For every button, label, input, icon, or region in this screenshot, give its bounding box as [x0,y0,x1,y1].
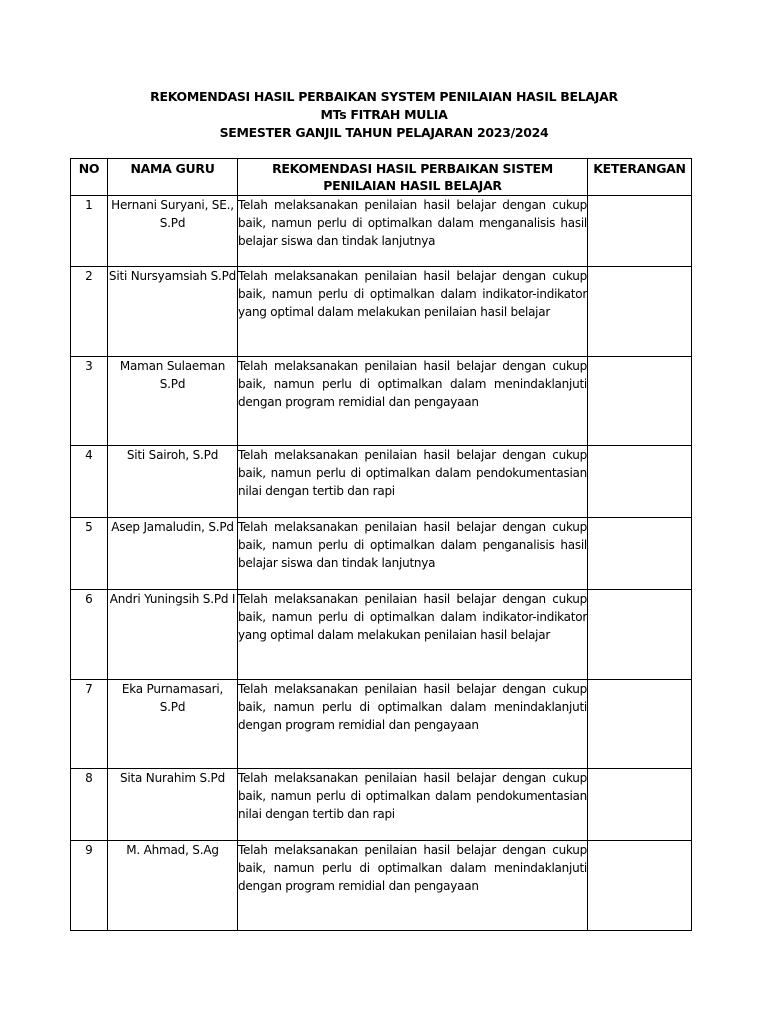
title-line-2: MTs FITRAH MULIA [320,107,448,122]
row-number: 6 [71,590,108,680]
header-recommendation-label: REKOMENDASI HASIL PERBAIKAN SISTEM PENILAIAN HASIL BELAJAR [272,161,553,193]
header-no: NO [71,159,108,196]
row-number: 2 [71,267,108,357]
recommendation-text: Telah melaksanakan penilaian hasil belajar dengan cukup baik, namun perlu di optimalkan dalam pendokumentasian nilai dengan tertib dan rapi [238,446,588,518]
row-number: 1 [71,196,108,267]
table-row [71,357,692,446]
notes-cell [588,267,692,357]
row-number: 3 [71,357,108,446]
teacher-name: Sita Nurahim S.Pd [108,769,238,841]
teacher-name: Maman Sulaeman S.Pd [108,357,238,446]
title-line-1: REKOMENDASI HASIL PERBAIKAN SYSTEM PENILAIAN HASIL BELAJAR [150,89,618,104]
table-header-row [71,159,692,196]
teacher-name: Siti Nursyamsiah S.Pd [108,267,238,357]
notes-cell [588,446,692,518]
notes-cell [588,769,692,841]
notes-cell [588,680,692,769]
notes-cell [588,841,692,931]
notes-cell [588,357,692,446]
document-title [0,88,768,142]
recommendation-text: Telah melaksanakan penilaian hasil belajar dengan cukup baik, namun perlu di optimalkan dalam menganalisis hasil belajar siswa dan tindak lanjutnya [238,196,588,267]
row-number: 4 [71,446,108,518]
table-row [71,590,692,680]
teacher-name: Siti Sairoh, S.Pd [108,446,238,518]
recommendation-table [70,158,692,931]
recommendation-text: Telah melaksanakan penilaian hasil belajar dengan cukup baik, namun perlu di optimalkan dalam menindaklanjuti dengan program remidial dan pengayaan [238,357,588,446]
table-row [71,769,692,841]
row-number: 8 [71,769,108,841]
row-number: 9 [71,841,108,931]
table-row [71,841,692,931]
teacher-name: Hernani Suryani, SE., S.Pd [108,196,238,267]
row-number: 7 [71,680,108,769]
recommendation-text: Telah melaksanakan penilaian hasil belajar dengan cukup baik, namun perlu di optimalkan dalam indikator-indikator yang optimal dalam melakukan penilaian hasil belajar [238,267,588,357]
table-row [71,196,692,267]
teacher-name: Andri Yuningsih S.Pd I [108,590,238,680]
table-row [71,267,692,357]
header-recommendation [238,159,588,196]
row-number: 5 [71,518,108,590]
recommendation-text: Telah melaksanakan penilaian hasil belajar dengan cukup baik, namun perlu di optimalkan dalam pendokumentasian nilai dengan tertib dan rapi [238,769,588,841]
notes-cell [588,518,692,590]
recommendation-text: Telah melaksanakan penilaian hasil belajar dengan cukup baik, namun perlu di optimalkan dalam penganalisis hasil belajar siswa dan tindak lanjutnya [238,518,588,590]
header-notes: KETERANGAN [588,159,692,196]
table-row [71,446,692,518]
recommendation-text: Telah melaksanakan penilaian hasil belajar dengan cukup baik, namun perlu di optimalkan dalam indikator-indikator yang optimal dalam melakukan penilaian hasil belajar [238,590,588,680]
notes-cell [588,196,692,267]
notes-cell [588,590,692,680]
title-line-3: SEMESTER GANJIL TAHUN PELAJARAN 2023/2024 [219,125,549,140]
table-row [71,518,692,590]
recommendation-text: Telah melaksanakan penilaian hasil belajar dengan cukup baik, namun perlu di optimalkan dalam menindaklanjuti dengan program remidial dan pengayaan [238,841,588,931]
header-name: NAMA GURU [108,159,238,196]
table-row [71,680,692,769]
teacher-name: M. Ahmad, S.Ag [108,841,238,931]
teacher-name: Eka Purnamasari, S.Pd [108,680,238,769]
teacher-name: Asep Jamaludin, S.Pd [108,518,238,590]
recommendation-text: Telah melaksanakan penilaian hasil belajar dengan cukup baik, namun perlu di optimalkan dalam menindaklanjuti dengan program remidial dan pengayaan [238,680,588,769]
